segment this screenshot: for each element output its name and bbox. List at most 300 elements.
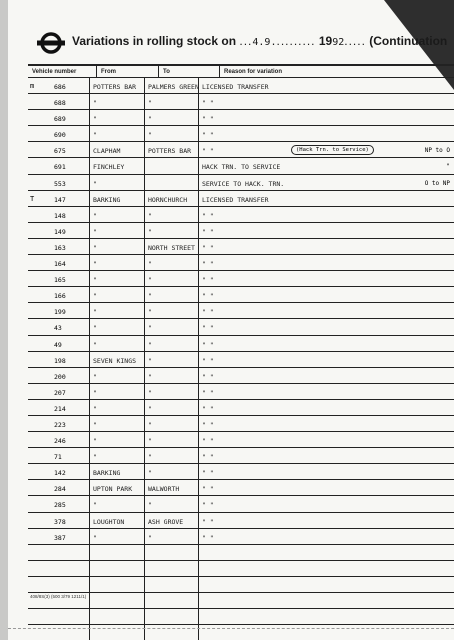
from-text: ": [93, 501, 97, 510]
vehicle-number-cell: [28, 303, 90, 318]
to-text: ": [148, 131, 152, 140]
vehicle-number: 164: [54, 260, 66, 269]
vehicle-number: 198: [54, 356, 66, 365]
from-cell: [90, 126, 145, 141]
from-cell: [90, 78, 145, 93]
from-cell: [90, 352, 145, 367]
reason-cell: [199, 368, 454, 383]
reason-cell: [199, 158, 454, 173]
to-cell: [145, 142, 199, 157]
to-text: PALMERS GREEN: [148, 83, 199, 91]
from-cell: [90, 400, 145, 415]
to-cell: [145, 94, 199, 109]
reason-cell: [199, 464, 454, 479]
table-row: [28, 448, 454, 464]
from-cell: [90, 239, 145, 254]
blank-cell: [145, 561, 199, 576]
to-text: ": [148, 453, 152, 462]
to-text: ": [148, 292, 152, 301]
vehicle-number-cell: [28, 94, 90, 109]
table-row: [28, 158, 454, 174]
col-from: From: [97, 66, 159, 77]
table-row: [28, 400, 454, 416]
to-cell: [145, 287, 199, 302]
vehicle-class: m: [30, 82, 35, 90]
from-text: UPTON PARK: [93, 485, 133, 494]
table-row: [28, 352, 454, 368]
reason-text: LICENSED TRANSFER: [202, 83, 269, 91]
reason-cell: [199, 110, 454, 125]
to-cell: [145, 352, 199, 367]
to-text: ": [148, 437, 152, 446]
to-cell: [145, 191, 199, 206]
vehicle-number-cell: [28, 384, 90, 399]
from-text: ": [93, 243, 97, 252]
reason-text: " ": [202, 372, 214, 381]
reason-text: " ": [202, 437, 214, 446]
table-row: [28, 480, 454, 496]
reason-text: " ": [202, 308, 214, 317]
to-text: ": [148, 404, 152, 413]
reason-cell: [199, 175, 454, 190]
blank-cell: [90, 561, 145, 576]
reason-text: " ": [202, 469, 214, 478]
table-row: [28, 110, 454, 126]
reason-cell: [199, 255, 454, 270]
table-row: [28, 207, 454, 223]
to-cell: [145, 223, 199, 238]
vehicle-number-cell: [28, 513, 90, 528]
tear-line: [8, 628, 454, 629]
vehicle-number-cell: [28, 432, 90, 447]
blank-cell: [199, 545, 454, 560]
table-row: [28, 94, 454, 110]
reason-cell: [199, 448, 454, 463]
from-cell: [90, 223, 145, 238]
vehicle-number: 200: [54, 372, 66, 381]
from-cell: [90, 207, 145, 222]
blank-row: [28, 545, 454, 561]
table-row: [28, 239, 454, 255]
from-cell: [90, 496, 145, 511]
vehicle-number-cell: [28, 175, 90, 190]
blank-cell: [199, 609, 454, 624]
table-row: [28, 191, 454, 207]
table-header: [28, 64, 454, 78]
blank-cell: [145, 609, 199, 624]
from-text: ": [93, 437, 97, 446]
from-text: ": [93, 211, 97, 220]
reason-cell: [199, 271, 454, 286]
to-cell: [145, 368, 199, 383]
reason-cell: [199, 513, 454, 528]
vehicle-number: 387: [54, 533, 66, 542]
table-row: [28, 496, 454, 512]
vehicle-number-cell: [28, 368, 90, 383]
vehicle-number: 223: [54, 420, 66, 429]
reason-cell: [199, 142, 454, 157]
table-row: [28, 464, 454, 480]
blank-cell: [28, 609, 90, 624]
variations-table: [28, 64, 454, 640]
from-text: ": [93, 453, 97, 462]
reason-cell: [199, 416, 454, 431]
from-text: ": [93, 372, 97, 381]
vehicle-number-cell: [28, 448, 90, 463]
table-row: [28, 416, 454, 432]
reason-text: LICENSED TRANSFER: [202, 195, 269, 204]
table-row: [28, 223, 454, 239]
reason-text: " ": [202, 99, 214, 108]
reason-cell: [199, 432, 454, 447]
reason-cell: [199, 529, 454, 544]
blank-cell: [199, 577, 454, 592]
reason-text: " ": [202, 227, 214, 236]
vehicle-number: 284: [54, 485, 66, 494]
reason-cell: [199, 287, 454, 302]
from-cell: [90, 175, 145, 190]
reason-code-change: ": [446, 163, 450, 171]
from-cell: [90, 142, 145, 157]
vehicle-number-cell: [28, 191, 90, 206]
reason-text: " ": [202, 147, 214, 156]
table-row: [28, 78, 454, 94]
from-text: FINCHLEY: [93, 163, 125, 172]
from-text: ": [93, 292, 97, 301]
to-cell: [145, 319, 199, 334]
reason-cell: [199, 126, 454, 141]
to-cell: [145, 448, 199, 463]
reason-text: " ": [202, 356, 214, 365]
from-text: ": [93, 276, 97, 285]
from-text: CLAPHAM: [93, 147, 121, 156]
to-text: ": [148, 469, 152, 478]
from-cell: [90, 432, 145, 447]
table-row: [28, 529, 454, 545]
from-cell: [90, 480, 145, 495]
table-row: [28, 126, 454, 142]
from-text: ": [93, 388, 97, 397]
table-row: [28, 432, 454, 448]
to-cell: [145, 464, 199, 479]
from-cell: [90, 513, 145, 528]
blank-cell: [90, 609, 145, 624]
reason-cell: [199, 384, 454, 399]
vehicle-number-cell: [28, 352, 90, 367]
from-text: ": [93, 308, 97, 317]
reason-text: " ": [202, 243, 214, 252]
vehicle-number-cell: [28, 464, 90, 479]
from-text: ": [93, 404, 97, 413]
roundel-logo-icon: [36, 32, 66, 54]
reason-text: " ": [202, 260, 214, 269]
form-page: [8, 0, 454, 640]
blank-cell: [145, 545, 199, 560]
vehicle-number: 214: [54, 404, 66, 413]
vehicle-number-cell: [28, 400, 90, 415]
from-cell: [90, 158, 145, 173]
from-cell: [90, 110, 145, 125]
reason-cell: [199, 400, 454, 415]
from-cell: [90, 384, 145, 399]
from-cell: [90, 448, 145, 463]
vehicle-number: 691: [54, 163, 66, 172]
reason-cell: [199, 496, 454, 511]
vehicle-number: 71: [54, 453, 62, 462]
vehicle-number: 246: [54, 437, 66, 446]
vehicle-number-cell: [28, 336, 90, 351]
vehicle-number-cell: [28, 480, 90, 495]
to-cell: [145, 255, 199, 270]
to-text: ": [148, 340, 152, 349]
reason-text: " ": [202, 420, 214, 429]
vehicle-number-cell: [28, 416, 90, 431]
table-row: [28, 142, 454, 158]
vehicle-number: 686: [54, 83, 66, 91]
from-cell: [90, 271, 145, 286]
to-cell: [145, 110, 199, 125]
to-text: ": [148, 99, 152, 108]
to-text: [145, 158, 198, 163]
to-text: ": [148, 260, 152, 269]
vehicle-number: 148: [54, 211, 66, 220]
reason-cell: [199, 223, 454, 238]
vehicle-number: 49: [54, 340, 62, 349]
reason-cell: [199, 207, 454, 222]
to-cell: [145, 303, 199, 318]
vehicle-number: 142: [54, 469, 66, 478]
vehicle-number: 689: [54, 115, 66, 124]
from-cell: [90, 464, 145, 479]
to-text: ": [148, 308, 152, 317]
to-text: ": [148, 276, 152, 285]
from-text: ": [93, 324, 97, 333]
from-cell: [90, 191, 145, 206]
from-cell: [90, 94, 145, 109]
from-cell: [90, 287, 145, 302]
vehicle-number-cell: [28, 271, 90, 286]
vehicle-number: 199: [54, 308, 66, 317]
vehicle-number-cell: [28, 529, 90, 544]
to-cell: [145, 126, 199, 141]
vehicle-number: 285: [54, 501, 66, 510]
reason-cell: [199, 480, 454, 495]
to-text: ": [148, 388, 152, 397]
reason-text: " ": [202, 292, 214, 301]
reason-text: " ": [202, 533, 214, 542]
reason-text: " ": [202, 453, 214, 462]
vehicle-number-cell: [28, 142, 90, 157]
vehicle-number-cell: [28, 207, 90, 222]
to-text: ASH GROVE: [148, 517, 184, 526]
blank-cell: [90, 593, 145, 608]
to-text: POTTERS BAR: [148, 147, 192, 156]
to-text: ": [148, 211, 152, 220]
reason-code-change: NP to O: [424, 147, 450, 155]
to-cell: [145, 416, 199, 431]
vehicle-number-cell: [28, 255, 90, 270]
vehicle-number: 147: [54, 195, 66, 204]
reason-cell: [199, 352, 454, 367]
reason-cell: [199, 94, 454, 109]
to-cell: [145, 529, 199, 544]
to-cell: [145, 271, 199, 286]
reason-text: " ": [202, 276, 214, 285]
from-text: SEVEN KINGS: [93, 356, 137, 365]
to-text: ": [148, 115, 152, 124]
vehicle-number: 690: [54, 131, 66, 140]
reason-text: " ": [202, 324, 214, 333]
table-row: [28, 271, 454, 287]
to-text: ": [148, 356, 152, 365]
vehicle-number-cell: [28, 287, 90, 302]
to-text: ": [148, 372, 152, 381]
col-reason: Reason for variation: [224, 69, 283, 75]
reason-cell: [199, 319, 454, 334]
to-cell: [145, 432, 199, 447]
form-title: Variations in rolling stock on ...4.9.......... 1992..... (Continuation: [72, 34, 448, 48]
reason-text: " ": [202, 131, 214, 140]
vehicle-number: 165: [54, 276, 66, 285]
table-row: [28, 255, 454, 271]
from-cell: [90, 319, 145, 334]
to-cell: [145, 336, 199, 351]
vehicle-number: 675: [54, 147, 66, 156]
from-cell: [90, 368, 145, 383]
vehicle-number-cell: [28, 319, 90, 334]
vehicle-number-cell: [28, 496, 90, 511]
reason-text: " ": [202, 211, 214, 220]
reason-cell: [199, 336, 454, 351]
form-reference: 408/8S(3) (500 3/79 1211/1): [30, 594, 87, 599]
blank-cell: [90, 545, 145, 560]
table-row: [28, 336, 454, 352]
to-cell: [145, 158, 199, 173]
to-cell: [145, 513, 199, 528]
to-cell: [145, 239, 199, 254]
to-text: HORNCHURCH: [148, 195, 188, 204]
reason-cell: [199, 78, 454, 93]
reason-text: " ": [202, 485, 214, 494]
from-cell: [90, 529, 145, 544]
from-text: ": [93, 179, 97, 188]
reason-code-change: O to NP: [424, 179, 450, 187]
from-text: POTTERS BAR: [93, 83, 137, 91]
reason-text: " ": [202, 501, 214, 510]
vehicle-number: 378: [54, 517, 66, 526]
to-cell: [145, 400, 199, 415]
from-cell: [90, 303, 145, 318]
table-row: [28, 384, 454, 400]
to-cell: [145, 384, 199, 399]
to-text: [145, 175, 198, 180]
blank-cell: [28, 577, 90, 592]
blank-row: [28, 577, 454, 593]
date-handwritten: 4.9.: [252, 37, 277, 48]
table-row: [28, 287, 454, 303]
vehicle-number-cell: [28, 78, 90, 93]
vehicle-number: 166: [54, 292, 66, 301]
vehicle-number: 553: [54, 179, 66, 188]
to-cell: [145, 207, 199, 222]
from-cell: [90, 336, 145, 351]
to-cell: [145, 496, 199, 511]
table-row: [28, 368, 454, 384]
from-text: ": [93, 115, 97, 124]
from-text: ": [93, 420, 97, 429]
reason-text: " ": [202, 404, 214, 413]
vehicle-number: 688: [54, 99, 66, 108]
year-handwritten: 92: [332, 37, 345, 48]
to-text: ": [148, 227, 152, 236]
reason-text: HACK TRN. TO SERVICE: [202, 163, 281, 172]
to-text: ": [148, 420, 152, 429]
to-text: ": [148, 501, 152, 510]
vehicle-number-cell: [28, 239, 90, 254]
blank-cell: [199, 561, 454, 576]
vehicle-number-cell: [28, 110, 90, 125]
vehicle-number-cell: [28, 126, 90, 141]
from-cell: [90, 416, 145, 431]
blank-cell: [199, 593, 454, 608]
vehicle-number: 149: [54, 227, 66, 236]
from-text: BARKING: [93, 195, 121, 204]
table-row: [28, 319, 454, 335]
col-to: To: [159, 66, 220, 77]
vehicle-number-cell: [28, 158, 90, 173]
blank-cell: [28, 545, 90, 560]
to-text: NORTH STREET: [148, 243, 195, 252]
to-cell: [145, 480, 199, 495]
from-text: LOUGHTON: [93, 517, 125, 526]
reason-cell: [199, 303, 454, 318]
blank-cell: [90, 577, 145, 592]
blank-cell: [145, 577, 199, 592]
reason-text: " ": [202, 340, 214, 349]
reason-boxed-note: (Hack Trn. to Service): [291, 145, 374, 155]
blank-row: [28, 561, 454, 577]
blank-row: [28, 593, 454, 609]
vehicle-number: 43: [54, 324, 62, 333]
table-row: [28, 175, 454, 191]
from-cell: [90, 255, 145, 270]
from-text: ": [93, 260, 97, 269]
table-row: [28, 303, 454, 319]
reason-cell: [199, 191, 454, 206]
blank-cell: [28, 561, 90, 576]
reason-text: " ": [202, 517, 214, 526]
from-text: ": [93, 99, 97, 108]
reason-cell: [199, 239, 454, 254]
from-text: ": [93, 227, 97, 236]
vehicle-number: 163: [54, 243, 66, 252]
to-cell: [145, 78, 199, 93]
col-vehicle-number: Vehicle number: [28, 66, 97, 77]
to-text: ": [148, 324, 152, 333]
vehicle-number: 207: [54, 388, 66, 397]
reason-text: SERVICE TO HACK. TRN.: [202, 179, 285, 188]
continuation-label: (Continuation: [369, 34, 448, 48]
to-text: WALWORTH: [148, 485, 180, 494]
blank-row: [28, 609, 454, 625]
vehicle-class: T: [30, 194, 35, 203]
from-text: ": [93, 131, 97, 140]
blank-cell: [145, 593, 199, 608]
from-text: BARKING: [93, 469, 121, 478]
table-row: [28, 513, 454, 529]
to-cell: [145, 175, 199, 190]
to-text: ": [148, 533, 152, 542]
